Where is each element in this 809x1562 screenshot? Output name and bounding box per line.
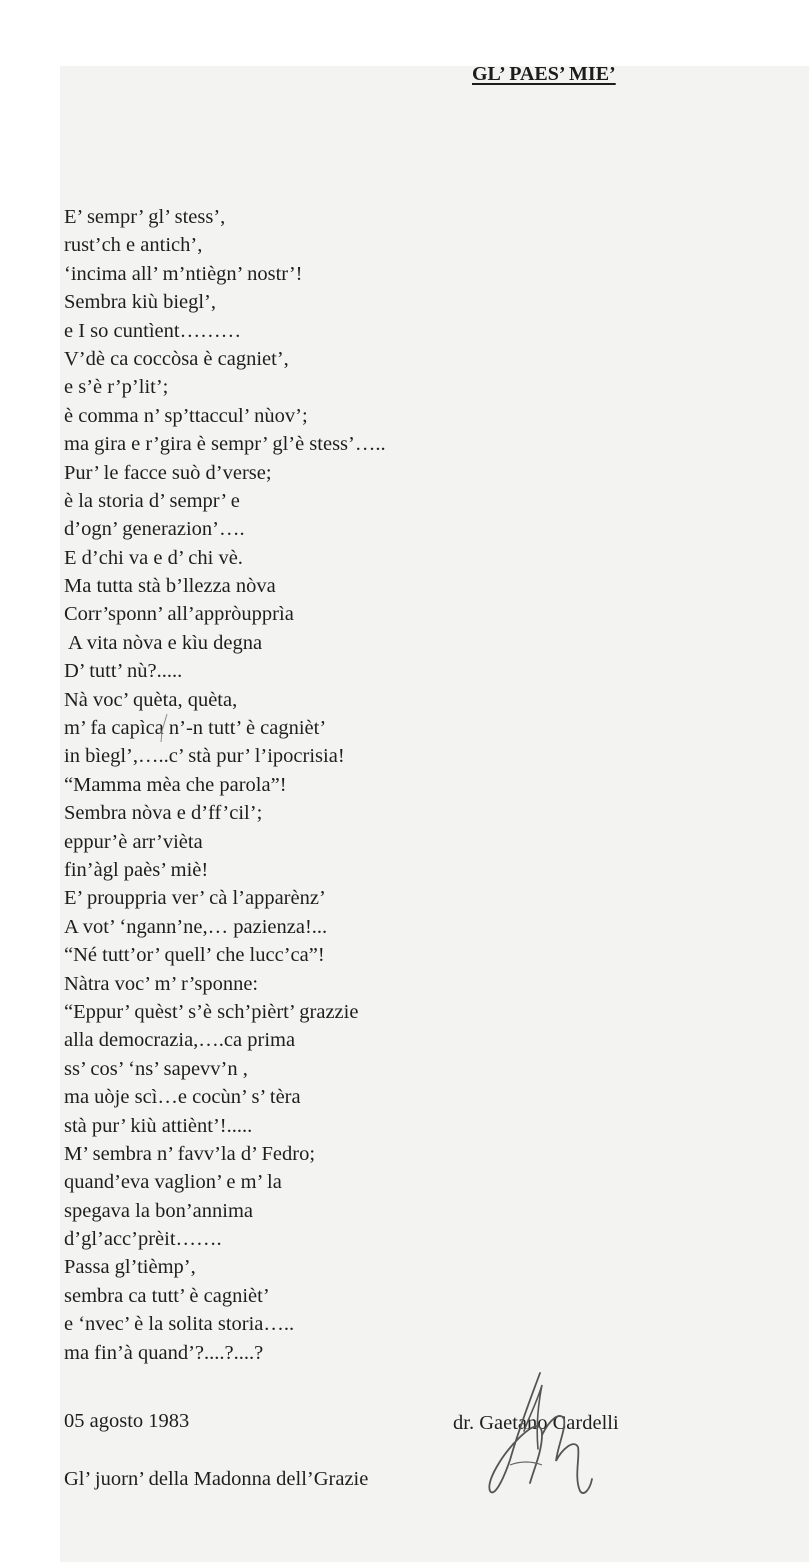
- poem-line: ma fin’à quand’?....?....?: [64, 1341, 264, 1364]
- poem-line: Passa gl’tièmp’,: [64, 1256, 196, 1279]
- pencil-mark: [158, 713, 170, 743]
- poem-line: alla democrazia,….ca prima: [64, 1029, 296, 1052]
- poem-line: Nà voc’ quèta, quèta,: [64, 688, 238, 711]
- poem-line: D’ tutt’ nù?.....: [64, 660, 183, 683]
- poem-line: A vita nòva e kìu degna: [64, 631, 263, 654]
- poem-line: M’ sembra n’ favv’la d’ Fedro;: [64, 1142, 316, 1165]
- poem-body: [64, 203, 386, 1367]
- poem-line: eppur’è arr’vièta: [64, 830, 203, 853]
- poem-line: rust’ch e antich’,: [64, 234, 203, 257]
- poem-line: Nàtra voc’ m’ r’sponne:: [64, 972, 259, 995]
- poem-line: m’ fa capìca n’-n tutt’ è cagnièt’: [64, 717, 327, 740]
- poem-line: ‘incima all’ m’ntiègn’ nostr’!: [64, 262, 303, 285]
- poem-line: E d’chi va e d’ chi vè.: [64, 546, 243, 569]
- poem-line: V’dè ca coccòsa è cagniet’,: [64, 347, 289, 370]
- poem-line: A vot’ ‘ngann’ne,… pazienza!...: [64, 915, 328, 938]
- poem-line: Ma tutta stà b’llezza nòva: [64, 575, 276, 598]
- poem-line: d’gl’acc’prèit…….: [64, 1228, 222, 1251]
- poem-line: “Né tutt’or’ quell’ che lucc’ca”!: [64, 944, 325, 967]
- poem-line: quand’eva vaglion’ e m’ la: [64, 1171, 282, 1194]
- poem-title: GL’ PAES’ MIE’: [472, 63, 616, 85]
- poem-line: E’ sempr’ gl’ stess’,: [64, 206, 226, 228]
- poem-line: d’ogn’ generazion’….: [64, 518, 245, 541]
- poem-line: sembra ca tutt’ è cagnièt’: [64, 1284, 270, 1307]
- poem-line: e s’è r’p’lit’;: [64, 376, 169, 399]
- poem-line: spegava la bon’annima: [64, 1199, 253, 1222]
- poem-line: Sembra nòva e d’ff’cil’;: [64, 802, 263, 825]
- handwritten-signature: [480, 1365, 610, 1500]
- poem-line: e I so cuntìent………: [64, 319, 242, 342]
- poem-line: e ‘nvec’ è la solita storia…..: [64, 1313, 295, 1336]
- poem-line: Corr’sponn’ all’appròupprìa: [64, 603, 294, 626]
- poem-line: in bìegl’,…..c’ stà pur’ l’ipocrisia!: [64, 745, 345, 768]
- poem-date: 05 agosto 1983: [64, 1410, 190, 1432]
- poem-line: E’ prouppria ver’ cà l’apparènz’: [64, 887, 326, 910]
- poem-line: Pur’ le facce suò d’verse;: [64, 461, 272, 484]
- poem-line: stà pur’ kiù attiènt’!.....: [64, 1114, 253, 1137]
- poem-line: ss’ cos’ ‘ns’ sapevv’n ,: [64, 1057, 248, 1080]
- poem-line: ma uòje scì…e cocùn’ s’ tèra: [64, 1086, 301, 1109]
- poem-line: ma gira e r’gira è sempr’ gl’è stess’…..: [64, 433, 386, 456]
- poem-line: “Mamma mèa che parola”!: [64, 773, 287, 796]
- poem-line: è comma n’ sp’ttaccul’ nùov’;: [64, 404, 308, 427]
- author-name: dr. Gaetano Cardelli: [453, 1412, 619, 1434]
- poem-line: Sembra kiù biegl’,: [64, 291, 217, 314]
- poem-line: è la storia d’ sempr’ e: [64, 489, 240, 512]
- poem-occasion: Gl’ juorn’ della Madonna dell’Grazie: [64, 1468, 369, 1490]
- poem-line: fin’àgl paès’ miè!: [64, 858, 209, 881]
- poem-line: “Eppur’ quèst’ s’è sch’pièrt’ grazzie: [64, 1000, 359, 1023]
